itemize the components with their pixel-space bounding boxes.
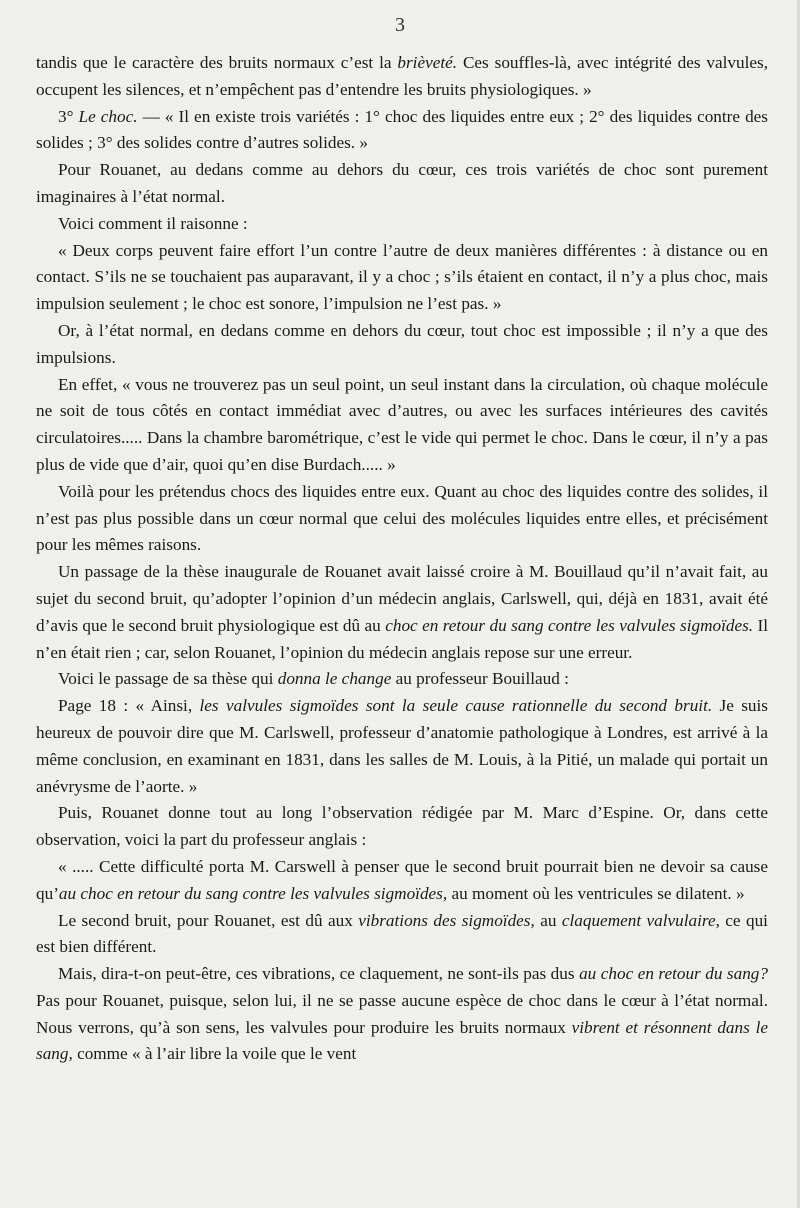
text-run: comme « à l’air libre la voile que le vent <box>72 1044 357 1064</box>
text-run: Voici le passage de sa thèse qui <box>58 669 278 689</box>
text-run: En effet, « vous ne trouverez pas un seul point, un seul instant dans la circulation, où chaque molécule ne soit de tous côtés en contact immédiat avec d’autres, ou avec les surfaces intérieures des cavités circulatoires..... Dans la chambre barométrique, c’est le vide qui permet le choc. Dans le cœur, il n’y a pas plus de vide que d’air, quoi qu’en dise Burdach..... » <box>36 374 768 474</box>
text-run: Pour Rouanet, au dedans comme au dehors du cœur, ces trois variétés de choc sont purement imaginaires à l’état normal. <box>36 160 768 206</box>
text-run: — « Il en existe trois variétés : 1° choc des liquides entre eux ; 2° des liquides contre des solides ; 3° des solides contre d’autres solides. » <box>36 106 768 153</box>
paragraph-p2 <box>36 104 768 158</box>
body-text <box>36 50 768 1068</box>
italic-run: brièveté. <box>397 53 458 72</box>
italic-run: au choc en retour du sang? <box>579 964 768 984</box>
paragraph-p14 <box>36 908 768 962</box>
text-run: Un passage de la thèse inaugurale de Rouanet avait laissé croire à M. Bouillaud qu’il n’avait fait, au sujet du second bruit, qu’adopter l’opinion d’un médecin anglais, Carlswell, qui, déjà en 1831, avait été d’avis que le second bruit physiologique est dû au <box>36 562 768 635</box>
text-run: ce qui est bien différent. <box>36 910 768 957</box>
italic-run: Le choc. <box>78 106 138 126</box>
text-run: Voilà pour les prétendus chocs des liquides entre eux. Quant au choc des liquides contre des solides, il n’est pas plus possible dans un cœur normal que celui des molécules liquides entre elles, et précisément pour les mêmes raisons. <box>36 481 768 555</box>
text-run: Pas pour Rouanet, puisque, selon lui, il ne se passe aucune espèce de choc dans le cœur à l’état normal. Nous verrons, qu’à son sens, les valvules pour produire les bruits normaux <box>36 990 768 1037</box>
text-run: Ces souffles-là, avec intégrité des valvules, occupent les silences, et n’empêchent pas d’entendre les bruits physiologiques. » <box>36 53 768 99</box>
paragraph-p7 <box>36 372 768 479</box>
text-run: au professeur Bouillaud : <box>391 669 569 689</box>
paragraph-p15 <box>36 961 768 1068</box>
paragraph-p8 <box>36 479 768 559</box>
paragraph-p12 <box>36 800 768 854</box>
paragraph-p11 <box>36 693 768 800</box>
text-run: « Deux corps peuvent faire effort l’un contre l’autre de deux manières différentes : à distance ou en contact. S’ils ne se touchaient pas auparavant, il y a choc ; s’ils étaient en contact, il n’y a plus choc, mais impulsion seulement ; le choc est sonore, l’impulsion ne l’est pas. » <box>36 240 768 314</box>
text-run: Voici comment il raisonne : <box>58 213 248 233</box>
italic-run: claquement valvulaire, <box>561 910 720 930</box>
paragraph-p9 <box>36 559 768 666</box>
italic-run: les valvules sigmoïdes sont la seule cause rationnelle du second bruit. <box>199 696 713 716</box>
italic-run: choc en retour du sang contre les valvules sigmoïdes. <box>385 615 754 635</box>
text-run: Je suis heureux de pouvoir dire que M. Carlswell, professeur d’anatomie pathologique à Londres, est arrivé à la même conclusion, en examinant en 1831, dans les salles de M. Louis, à la Pitié, un malade qui portait un anévrysme de l’aorte. » <box>36 696 768 796</box>
italic-run: au choc en retour du sang contre les valvules sigmoïdes, <box>58 883 448 903</box>
text-run: Il n’en était rien ; car, selon Rouanet, l’opinion du médecin anglais repose sur une erreur. <box>36 615 768 662</box>
page-number: 3 <box>395 14 405 36</box>
text-run: au <box>534 910 562 930</box>
text-run: 3° <box>58 106 79 126</box>
paragraph-p4 <box>36 211 768 238</box>
text-run: tandis que le caractère des bruits normaux c’est la <box>36 53 398 72</box>
paragraph-p1 <box>36 50 768 104</box>
italic-run: donna le change <box>277 669 392 689</box>
paragraph-p10 <box>36 666 768 693</box>
text-run: Mais, dira-t-on peut-être, ces vibrations, ce claquement, ne sont-ils pas dus <box>58 964 580 984</box>
paragraph-p6 <box>36 318 768 372</box>
text-run: Page 18 : « Ainsi, <box>58 696 200 716</box>
paragraph-p3 <box>36 157 768 211</box>
paragraph-p5 <box>36 238 768 318</box>
italic-run: vibrent et résonnent dans le sang, <box>36 1017 768 1064</box>
text-run: Le second bruit, pour Rouanet, est dû aux <box>58 910 359 930</box>
text-run: Or, à l’état normal, en dedans comme en dehors du cœur, tout choc est impossible ; il n’y a que des impulsions. <box>36 320 768 367</box>
text-run: Puis, Rouanet donne tout au long l’observation rédigée par M. Marc d’Espine. Or, dans cette observation, voici la part du professeur anglais : <box>36 803 768 850</box>
italic-run: vibrations des sigmoïdes, <box>358 910 535 930</box>
text-run: « ..... Cette difficulté porta M. Carswell à penser que le second bruit pourrait bien ne devoir sa cause qu’ <box>36 856 768 903</box>
paragraph-p13 <box>36 854 768 908</box>
text-run: au moment où les ventricules se dilatent. » <box>447 883 745 903</box>
